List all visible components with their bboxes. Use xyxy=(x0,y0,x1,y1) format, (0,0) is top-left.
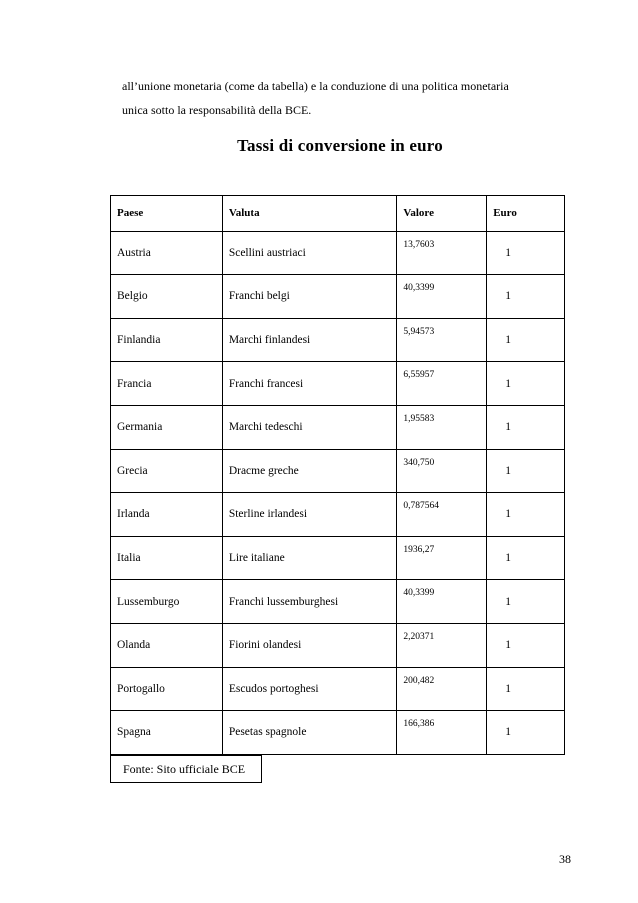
cell-valore: 40,3399 xyxy=(397,580,487,624)
cell-valuta: Dracme greche xyxy=(222,449,397,493)
header-valuta: Valuta xyxy=(222,196,397,232)
header-euro: Euro xyxy=(487,196,565,232)
cell-valuta: Marchi finlandesi xyxy=(222,318,397,362)
cell-euro: 1 xyxy=(487,275,565,319)
cell-valuta: Escudos portoghesi xyxy=(222,667,397,711)
table-row xyxy=(111,405,565,449)
header-valore: Valore xyxy=(397,196,487,232)
cell-euro: 1 xyxy=(487,536,565,580)
cell-valore: 340,750 xyxy=(397,449,487,493)
cell-euro: 1 xyxy=(487,667,565,711)
cell-valuta: Lire italiane xyxy=(222,536,397,580)
cell-paese: Irlanda xyxy=(111,493,223,537)
cell-paese: Italia xyxy=(111,536,223,580)
cell-paese: Grecia xyxy=(111,449,223,493)
cell-valore: 13,7603 xyxy=(397,231,487,275)
cell-euro: 1 xyxy=(487,362,565,406)
cell-paese: Finlandia xyxy=(111,318,223,362)
cell-valore: 200,482 xyxy=(397,667,487,711)
table-row xyxy=(111,711,565,755)
table-header-row xyxy=(111,196,565,232)
cell-valore: 1,95583 xyxy=(397,405,487,449)
intro-paragraph xyxy=(122,74,582,122)
conversion-rates-table xyxy=(110,195,565,755)
cell-valuta: Scellini austriaci xyxy=(222,231,397,275)
cell-valore: 1936,27 xyxy=(397,536,487,580)
cell-valuta: Marchi tedeschi xyxy=(222,405,397,449)
cell-valuta: Sterline irlandesi xyxy=(222,493,397,537)
cell-valuta: Fiorini olandesi xyxy=(222,623,397,667)
cell-valore: 40,3399 xyxy=(397,275,487,319)
intro-line-2: unica sotto la responsabilità della BCE. xyxy=(122,103,312,117)
header-paese: Paese xyxy=(111,196,223,232)
cell-paese: Belgio xyxy=(111,275,223,319)
cell-paese: Spagna xyxy=(111,711,223,755)
table-row xyxy=(111,275,565,319)
cell-paese: Germania xyxy=(111,405,223,449)
cell-valuta: Pesetas spagnole xyxy=(222,711,397,755)
cell-euro: 1 xyxy=(487,580,565,624)
page-number: 38 xyxy=(559,852,571,866)
source-box: Fonte: Sito ufficiale BCE xyxy=(110,755,262,783)
cell-valore: 5,94573 xyxy=(397,318,487,362)
page-title: Tassi di conversione in euro xyxy=(237,136,443,155)
cell-paese: Lussemburgo xyxy=(111,580,223,624)
cell-euro: 1 xyxy=(487,318,565,362)
cell-valore: 166,386 xyxy=(397,711,487,755)
cell-valore: 0,787564 xyxy=(397,493,487,537)
cell-paese: Francia xyxy=(111,362,223,406)
table-row xyxy=(111,536,565,580)
table-row xyxy=(111,318,565,362)
table-row xyxy=(111,580,565,624)
cell-valore: 2,20371 xyxy=(397,623,487,667)
table-row xyxy=(111,623,565,667)
cell-euro: 1 xyxy=(487,449,565,493)
cell-valuta: Franchi lussemburghesi xyxy=(222,580,397,624)
cell-euro: 1 xyxy=(487,493,565,537)
table-row xyxy=(111,667,565,711)
table-row xyxy=(111,493,565,537)
cell-valuta: Franchi belgi xyxy=(222,275,397,319)
cell-paese: Olanda xyxy=(111,623,223,667)
table-row xyxy=(111,449,565,493)
cell-valuta: Franchi francesi xyxy=(222,362,397,406)
cell-euro: 1 xyxy=(487,711,565,755)
table-row xyxy=(111,362,565,406)
cell-euro: 1 xyxy=(487,623,565,667)
cell-euro: 1 xyxy=(487,231,565,275)
intro-line-1: all’unione monetaria (come da tabella) e la conduzione di una politica monetaria xyxy=(122,79,509,93)
table-row xyxy=(111,231,565,275)
cell-paese: Portogallo xyxy=(111,667,223,711)
cell-paese: Austria xyxy=(111,231,223,275)
cell-euro: 1 xyxy=(487,405,565,449)
cell-valore: 6,55957 xyxy=(397,362,487,406)
